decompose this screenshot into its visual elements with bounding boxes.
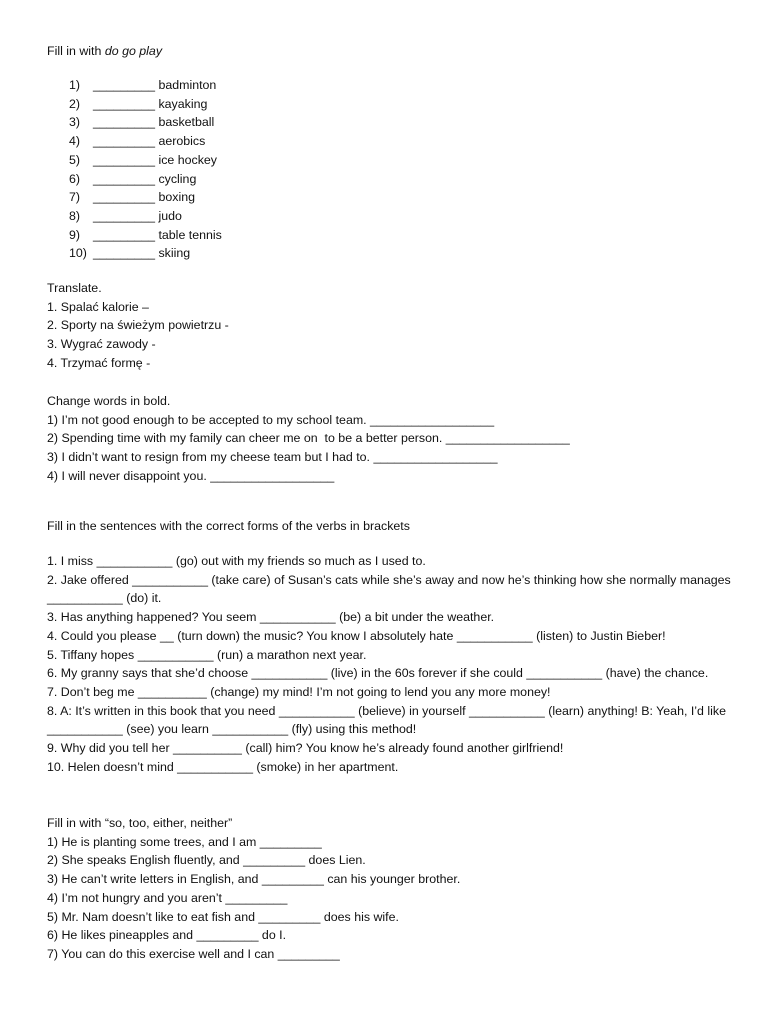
list-item	[47, 132, 738, 151]
list-item	[47, 76, 738, 95]
item-number: 6)	[69, 171, 81, 186]
list-item: 3) I didn’t want to resign from my cheese team but I had to. __________________	[47, 450, 498, 465]
list-item: 4. Trzymać formę -	[47, 355, 151, 370]
do-go-play-list	[47, 76, 738, 263]
title-prefix: Fill in with	[47, 44, 105, 58]
item-number: 8)	[69, 208, 81, 223]
item-number: 7)	[69, 190, 81, 205]
list-item	[47, 95, 738, 114]
section-change-words	[47, 392, 738, 486]
list-item: 4) I will never disappoint you. __________________	[47, 468, 335, 483]
item-number: 4)	[69, 134, 81, 149]
item-text: _________ cycling	[93, 171, 197, 186]
list-item: 4) I’m not hungry and you aren’t _________	[47, 890, 288, 905]
item-text: _________ kayaking	[93, 96, 208, 111]
list-item: 7. Don’t beg me __________ (change) my mind! I’m not going to lend you any more money!	[47, 684, 551, 699]
item-text: _________ judo	[93, 208, 182, 223]
list-item	[47, 188, 738, 207]
list-item	[47, 113, 738, 132]
section-so-too-either-neither	[47, 814, 738, 964]
list-item: 8. A: It’s written in this book that you need ___________ (believe) in yourself ___________ (learn) anything! B: Yeah, I’d like ___________ (see) you learn ___________ (fly) using this method!	[47, 703, 726, 737]
item-text: _________ table tennis	[93, 227, 222, 242]
list-item: 6) He likes pineapples and _________ do I.	[47, 928, 287, 943]
section-title	[47, 42, 738, 61]
section-title: Translate.	[47, 281, 102, 295]
title-italic: do go play	[104, 44, 163, 58]
list-item	[47, 226, 738, 245]
item-text: _________ skiing	[93, 246, 191, 261]
item-text: _________ boxing	[93, 190, 195, 205]
list-item: 5) Mr. Nam doesn’t like to eat fish and _________ does his wife.	[47, 909, 399, 924]
section-title: Change words in bold.	[47, 394, 171, 408]
list-item: 3. Has anything happened? You seem ___________ (be) a bit under the weather.	[47, 610, 495, 625]
item-text: _________ ice hockey	[93, 152, 218, 167]
section-translate	[47, 279, 738, 373]
section-verb-forms	[47, 517, 738, 536]
list-item: 6. My granny says that she’d choose ___________ (live) in the 60s forever if she could ___________ (have) the chance.	[47, 666, 709, 681]
list-item: 1) He is planting some trees, and I am _________	[47, 834, 322, 849]
section-do-go-play	[47, 42, 738, 61]
item-number: 5)	[69, 152, 81, 167]
list-item: 2) She speaks English fluently, and _________ does Lien.	[47, 853, 366, 868]
list-item: 9. Why did you tell her __________ (call) him? You know he’s already found another girlfriend!	[47, 741, 564, 756]
list-item: 5. Tiffany hopes ___________ (run) a marathon next year.	[47, 647, 367, 662]
list-item: 10. Helen doesn’t mind ___________ (smoke) in her apartment.	[47, 759, 399, 774]
verb-forms-list	[47, 552, 738, 776]
list-item: 4. Could you please __ (turn down) the music? You know I absolutely hate ___________ (listen) to Justin Bieber!	[47, 628, 666, 643]
item-number: 3)	[69, 115, 81, 130]
item-text: _________ badminton	[93, 78, 217, 92]
item-text: _________ basketball	[93, 115, 215, 130]
section-title: Fill in the sentences with the correct forms of the verbs in brackets	[47, 519, 410, 533]
list-item: 1. I miss ___________ (go) out with my friends so much as I used to.	[47, 554, 426, 568]
item-number: 2)	[69, 96, 81, 111]
list-item: 2. Jake offered ___________ (take care) of Susan’s cats while she’s away and now he’s thinking how she normally manages ___________ (do) it.	[47, 572, 731, 606]
list-item: 3. Wygrać zawody -	[47, 337, 156, 352]
list-item: 1) I’m not good enough to be accepted to my school team. __________________	[47, 412, 495, 427]
item-text: _________ aerobics	[93, 134, 206, 149]
list-item: 2. Sporty na świeżym powietrzu -	[47, 318, 229, 333]
item-number: 9)	[69, 227, 81, 242]
list-item: 7) You can do this exercise well and I can _________	[47, 946, 340, 961]
list-item	[47, 244, 738, 263]
list-item	[47, 151, 738, 170]
item-number: 1)	[69, 78, 81, 92]
list-item: 2) Spending time with my family can cheer me on to be a better person. __________________	[47, 431, 570, 446]
item-number: 10)	[69, 246, 87, 261]
list-item: 1. Spalać kalorie –	[47, 299, 149, 314]
list-item: 3) He can’t write letters in English, and _________ can his younger brother.	[47, 872, 461, 887]
list-item	[47, 207, 738, 226]
section-title: Fill in with “so, too, either, neither”	[47, 816, 233, 830]
list-item	[47, 170, 738, 189]
